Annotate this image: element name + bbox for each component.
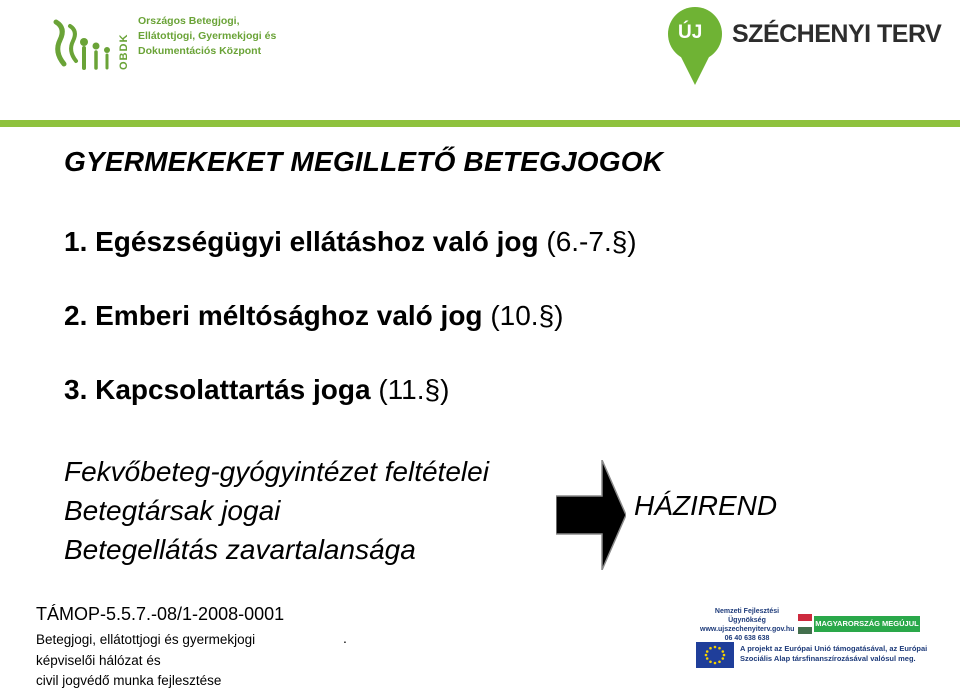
szechenyi-terv-label: SZÉCHENYI TERV: [732, 20, 942, 48]
magyarorszag-megujul-banner: MAGYARORSZÁG MEGÚJUL: [814, 616, 920, 632]
item-label: 3. Kapcsolattartás joga: [64, 374, 371, 405]
szechenyi-pin-icon: [666, 5, 724, 87]
page-title: GYERMEKEKET MEGILLETŐ BETEGJOGOK: [64, 146, 664, 177]
footer-line: Betegjogi, ellátottjogi és gyermekjogi: [36, 632, 256, 647]
arrow-right-icon: [556, 460, 626, 570]
list-item: [64, 226, 637, 258]
list-item: [64, 374, 449, 406]
item-label: 1. Egészségügyi ellátáshoz való jog: [64, 226, 539, 257]
obdk-line: Ellátottjogi, Gyermekjogi és: [138, 30, 277, 42]
hungarian-flag-icon: [798, 614, 812, 634]
obdk-vertical-label: OBDK: [118, 33, 130, 70]
footer-line: civil jogvédő munka fejlesztése: [36, 673, 222, 688]
condition-item: Betegtársak jogai: [64, 495, 281, 526]
project-description: [36, 630, 255, 692]
item-label: 2. Emberi méltósághoz való jog: [64, 300, 483, 331]
item-ref: (10.§): [490, 300, 564, 331]
conditions-list: [64, 452, 489, 569]
obdk-line: Dokumentációs Központ: [138, 45, 262, 57]
item-ref: (6.-7.§): [546, 226, 637, 257]
result-label: HÁZIREND: [634, 490, 778, 521]
nfu-logo-text: [700, 607, 794, 643]
obdk-name: [138, 14, 276, 59]
eu-support-text: [740, 644, 930, 664]
eu-flag-icon: [696, 642, 734, 668]
project-code: TÁMOP-5.5.7.-08/1-2008-0001: [36, 604, 285, 624]
footer-dot: .: [343, 630, 347, 646]
nfu-line: 06 40 638 638: [724, 635, 770, 642]
item-ref: (11.§): [378, 374, 450, 405]
list-item: [64, 300, 563, 332]
condition-item: Fekvőbeteg-gyógyintézet feltételei: [64, 456, 489, 487]
nfu-line: Nemzeti Fejlesztési Ügynökség: [714, 608, 780, 624]
nfu-line: www.ujszechenyiterv.gov.hu: [700, 626, 795, 633]
footer-line: képviselői hálózat és: [36, 652, 161, 668]
eu-line: A projekt az Európai Unió támogatásával, az Európai: [740, 644, 928, 653]
condition-item: Betegellátás zavartalansága: [64, 534, 416, 565]
header-divider: [0, 120, 960, 127]
eu-line: Szociális Alap társfinanszírozásával valósul meg.: [740, 654, 916, 663]
obdk-line: Országos Betegjogi,: [138, 15, 240, 27]
uj-label: ÚJ: [678, 22, 703, 43]
